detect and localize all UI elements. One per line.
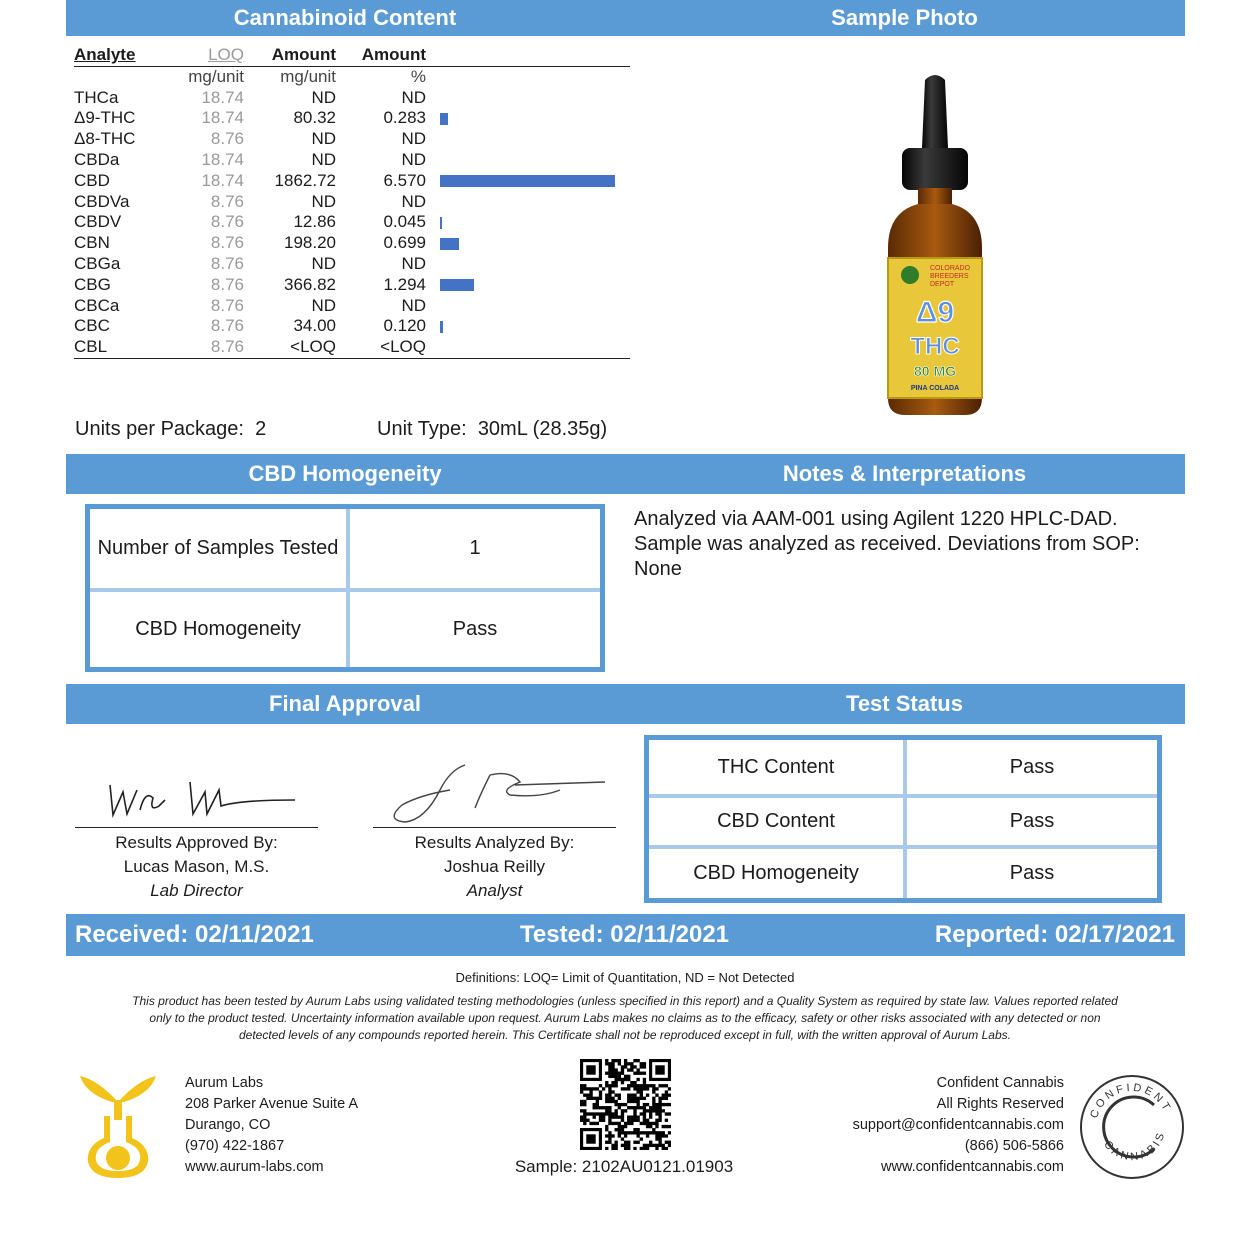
dates-band — [66, 914, 1185, 956]
sample-photo-header: Sample Photo — [624, 0, 1185, 36]
analyte-name: CBDVa — [74, 191, 130, 211]
loq-value: 18.74 — [201, 170, 244, 190]
cc-phone: (866) 506-5866 — [964, 1138, 1064, 1154]
cannabinoid-row — [74, 275, 630, 296]
amount-mg-value: 80.32 — [293, 108, 336, 128]
amount-pct-value: ND — [401, 87, 426, 107]
homogeneity-result-label: CBD Homogeneity — [90, 592, 350, 667]
cannabinoid-row — [74, 316, 630, 337]
amount-mg-value: ND — [311, 87, 336, 107]
amount-mg-value: ND — [311, 253, 336, 273]
disclaimer: This product has been tested by Aurum Labs using validated testing methodologies (unless specified in this report) and a Quality System as required by state law. Values reported related only to the product tested. Uncertainty information available upon request. Aurum Labs makes no claims as to the efficacy, safety or other risks associated with any detected or non detected levels of any compounds reported herein. This Certificate shall not be reproduced except in full, with the written approval of Aurum Labs. — [132, 994, 1118, 1042]
loq-value: 18.74 — [201, 108, 244, 128]
amount-pct-value: 6.570 — [383, 170, 426, 190]
lab-web: www.aurum-labs.com — [185, 1159, 324, 1175]
loq-value: 8.76 — [210, 191, 244, 211]
homogeneity-result-value: Pass — [452, 618, 498, 640]
units-per-package-value: 2 — [255, 418, 267, 440]
amount-mg-unit: mg/unit — [280, 66, 336, 86]
bottle-brand-3: DEPOT — [930, 281, 955, 288]
amount-mg-value: 198.20 — [284, 233, 336, 253]
amount-pct-value: ND — [401, 253, 426, 273]
pct-bar-cell — [426, 150, 630, 171]
test-status-label: CBD Content — [649, 798, 907, 845]
units-per-package — [75, 418, 266, 441]
cc-rights: All Rights Reserved — [936, 1096, 1064, 1112]
amount-pct-header: Amount — [336, 45, 426, 66]
test-status-row — [649, 740, 1157, 798]
cannabinoid-row — [74, 171, 630, 192]
samples-tested-label: Number of Samples Tested — [90, 509, 350, 588]
pct-bar — [440, 321, 443, 333]
cc-name: Confident Cannabis — [936, 1075, 1064, 1091]
pct-bar-cell — [426, 337, 630, 358]
sample-id: Sample: 2102AU0121.01903 — [514, 1157, 734, 1176]
amount-mg-value: 12.86 — [293, 212, 336, 232]
lab-city: Durango, CO — [185, 1117, 271, 1133]
loq-value: 8.76 — [210, 129, 244, 149]
amount-pct-value: ND — [401, 191, 426, 211]
definitions: Definitions: LOQ= Limit of Quantitation, ND = Not Detected — [455, 970, 795, 985]
analyzed-by-name: Joshua Reilly — [443, 857, 546, 876]
unit-type-value: 30mL (28.35g) — [477, 418, 608, 440]
loq-value: 8.76 — [179, 337, 244, 358]
amount-pct-value: 0.283 — [383, 108, 426, 128]
signature-lucas-mason — [95, 770, 305, 825]
analyzed-by-title: Analyst — [466, 881, 523, 900]
amount-pct-value: 0.120 — [383, 316, 426, 336]
amount-mg-header: Amount — [244, 45, 336, 66]
cannabinoid-row — [74, 296, 630, 317]
unit-type-label: Unit Type: — [377, 418, 467, 440]
test-status-row — [649, 849, 1157, 898]
tested-date: Tested: 02/11/2021 — [520, 921, 730, 948]
analyte-name: CBN — [74, 233, 110, 253]
analyzed-by-role: Results Analyzed By: — [414, 833, 575, 852]
pct-bar-cell — [426, 233, 630, 254]
analyte-name: CBC — [74, 316, 110, 336]
analyte-name: CBL — [74, 337, 179, 358]
test-status-row — [649, 798, 1157, 849]
reported-date: Reported: 02/17/2021 — [934, 921, 1175, 948]
bottle-brand-2: BREEDERS — [930, 273, 969, 280]
pct-bar — [440, 175, 615, 187]
amount-mg-value: 366.82 — [284, 274, 336, 294]
loq-value: 8.76 — [210, 316, 244, 336]
approved-by-name: Lucas Mason, M.S. — [123, 857, 270, 876]
test-status-label: THC Content — [649, 740, 907, 794]
pct-bar-cell — [426, 129, 630, 150]
loq-unit: mg/unit — [188, 66, 244, 86]
final-approval-header: Final Approval — [66, 684, 624, 724]
amount-mg-value: 1862.72 — [274, 170, 336, 190]
analyte-name: CBDa — [74, 149, 120, 169]
amount-pct-value: <LOQ — [336, 337, 426, 358]
pct-bar-cell — [426, 212, 630, 233]
amount-mg-value: ND — [311, 295, 336, 315]
homogeneity-table — [85, 504, 605, 672]
unit-type — [377, 418, 607, 441]
amount-mg-value: 34.00 — [293, 316, 336, 336]
analyte-name: CBGa — [74, 253, 121, 273]
test-status-label: CBD Homogeneity — [649, 849, 907, 898]
bottle-delta: Δ9 — [915, 296, 955, 329]
approved-by-role: Results Approved By: — [115, 833, 278, 852]
product-bottle-image — [870, 70, 1000, 420]
bottle-brand: COLORADO — [930, 265, 971, 272]
loq-value: 8.76 — [210, 212, 244, 232]
test-status-value: Pass — [1009, 862, 1055, 884]
analyte-name: CBD — [74, 170, 110, 190]
pct-bar — [440, 238, 459, 250]
cannabinoid-row — [74, 150, 630, 171]
pct-bar — [440, 279, 474, 291]
analyte-name: Δ8-THC — [74, 129, 136, 149]
test-status-table — [644, 735, 1162, 903]
bottle-flavor: PINA COLADA — [910, 385, 960, 392]
loq-value: 8.76 — [210, 253, 244, 273]
cannabinoid-row — [74, 192, 630, 213]
loq-header: LOQ — [179, 45, 244, 66]
pct-bar-cell — [426, 192, 630, 213]
analyte-name: CBG — [74, 274, 111, 294]
pct-bar-cell — [426, 171, 630, 192]
amount-pct-value: 0.699 — [383, 233, 426, 253]
cannabinoid-row — [74, 254, 630, 275]
svg-text:CANNABIS: CANNABIS — [1101, 1129, 1168, 1164]
amount-pct-value: 1.294 — [383, 274, 426, 294]
analyte-header: Analyte — [74, 45, 179, 66]
pct-bar-cell — [426, 275, 630, 296]
cannabinoid-row — [74, 88, 630, 109]
lab-name: Aurum Labs — [185, 1075, 264, 1091]
approved-by-block — [75, 831, 318, 903]
loq-value: 8.76 — [210, 233, 244, 253]
cannabinoid-table — [74, 45, 630, 359]
cannabinoid-content-header: Cannabinoid Content — [66, 0, 624, 36]
amount-mg-value: <LOQ — [244, 337, 336, 358]
signature-line-approved — [75, 827, 318, 828]
notes-header: Notes & Interpretations — [624, 454, 1185, 494]
cannabinoid-row — [74, 337, 630, 358]
bar-header — [426, 45, 630, 66]
amount-pct-value: 0.045 — [383, 212, 426, 232]
pct-bar-cell — [426, 296, 630, 317]
bottle-dose: 80 MG — [913, 363, 957, 379]
amount-pct-unit: % — [410, 66, 426, 86]
analyte-name: CBCa — [74, 295, 120, 315]
pct-bar-cell — [426, 88, 630, 109]
lab-address: 208 Parker Avenue Suite A — [185, 1096, 359, 1112]
notes-text: Analyzed via AAM-001 using Agilent 1220 HPLC-DAD. Sample was analyzed as received. Deviations from SOP: None — [634, 508, 1140, 580]
loq-value: 8.76 — [210, 274, 244, 294]
test-status-value: Pass — [1009, 810, 1055, 832]
received-date: Received: 02/11/2021 — [75, 921, 314, 948]
amount-pct-value: ND — [401, 295, 426, 315]
pct-bar-cell — [426, 108, 630, 129]
cannabinoid-row — [74, 212, 630, 233]
signature-line-analyzed — [373, 827, 616, 828]
cannabinoid-row — [74, 129, 630, 150]
loq-value: 18.74 — [201, 87, 244, 107]
analyte-name: Δ9-THC — [74, 108, 136, 128]
signature-joshua-reilly — [380, 760, 610, 830]
analyte-name: THCa — [74, 87, 119, 107]
units-per-package-label: Units per Package: — [75, 418, 244, 440]
approved-by-title: Lab Director — [150, 881, 243, 900]
loq-value: 18.74 — [201, 149, 244, 169]
analyte-name: CBDV — [74, 212, 122, 232]
cannabinoid-row — [74, 108, 630, 129]
cbd-homogeneity-header: CBD Homogeneity — [66, 454, 624, 494]
amount-pct-value: ND — [401, 149, 426, 169]
amount-mg-value: ND — [311, 191, 336, 211]
svg-text:CONFIDENT: CONFIDENT — [1088, 1081, 1174, 1121]
test-status-header: Test Status — [624, 684, 1185, 724]
cc-web: www.confidentcannabis.com — [881, 1159, 1064, 1175]
pct-bar — [440, 113, 448, 125]
lab-phone: (970) 422-1867 — [185, 1138, 285, 1154]
confident-cannabis-seal-icon — [1078, 1073, 1186, 1181]
amount-pct-value: ND — [401, 129, 426, 149]
loq-value: 8.76 — [210, 295, 244, 315]
analyzed-by-block — [373, 831, 616, 903]
cc-email: support@confidentcannabis.com — [852, 1117, 1064, 1133]
amount-mg-value: ND — [311, 149, 336, 169]
units-row — [74, 66, 630, 87]
amount-mg-value: ND — [311, 129, 336, 149]
pct-bar-cell — [426, 254, 630, 275]
samples-tested-value: 1 — [469, 537, 481, 559]
pct-bar-cell — [426, 316, 630, 337]
cannabinoid-row — [74, 233, 630, 254]
confident-cannabis-block — [853, 1073, 1064, 1178]
qr-code-icon[interactable] — [580, 1059, 671, 1150]
test-status-value: Pass — [1009, 755, 1055, 778]
pct-bar — [440, 217, 442, 229]
bottle-thc: THC — [910, 333, 960, 360]
